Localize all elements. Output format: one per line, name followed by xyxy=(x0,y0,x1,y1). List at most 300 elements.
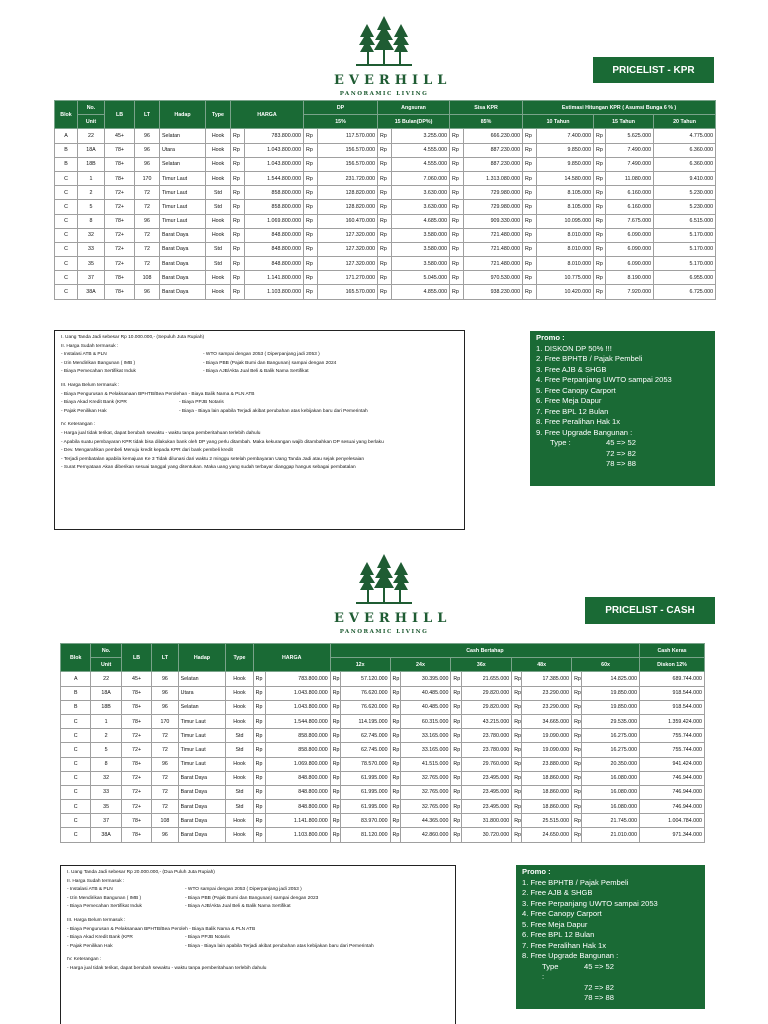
table-cell: B xyxy=(61,700,91,714)
table-cell: 6.955.000 xyxy=(654,271,716,285)
table-cell: 16.080.000 xyxy=(582,800,640,814)
table-cell: 37 xyxy=(91,814,121,828)
table-cell: 3.630.000 xyxy=(392,186,450,200)
currency-cell: Rp xyxy=(512,828,522,842)
table-cell: 21.010.000 xyxy=(582,828,640,842)
currency-cell: Rp xyxy=(523,200,537,214)
currency-cell: Rp xyxy=(253,785,265,799)
table-cell: 38A xyxy=(78,285,105,299)
table-cell: 33 xyxy=(91,785,121,799)
note-line: - Biaya AJB/Akta Jual Beli & Balik Nama Sertifikat xyxy=(185,904,291,910)
table-cell: 1.069.800.000 xyxy=(265,757,330,771)
promo-type-item: 72 => 82 xyxy=(606,448,636,458)
table-cell: Hook xyxy=(206,271,231,285)
table-cell: C xyxy=(61,714,91,728)
table-cell: 61.995.000 xyxy=(340,785,390,799)
table-cell: 858.800.000 xyxy=(265,743,330,757)
promo-item: 1. Free BPHTB / Pajak Pembeli xyxy=(522,877,629,887)
table-cell: 156.570.000 xyxy=(318,157,378,171)
table-cell: 40.485.000 xyxy=(400,700,451,714)
table-row xyxy=(55,271,716,285)
table-cell: 78+ xyxy=(105,143,135,157)
everhill-logo xyxy=(334,550,452,635)
table-cell: 72+ xyxy=(105,228,135,242)
table-cell: 78+ xyxy=(121,700,151,714)
note-line: - Biaya - Biaya lain apabila Terjadi akibat perubahan atas kebijakan baru dari Pemerintah xyxy=(185,943,374,949)
currency-cell: Rp xyxy=(594,214,606,228)
table-cell: 24.650.000 xyxy=(522,828,572,842)
table-cell: Barat Daya xyxy=(178,814,226,828)
table-cell: 4.685.000 xyxy=(392,214,450,228)
table-cell: 755.744.000 xyxy=(640,743,705,757)
table-cell: 117.570.000 xyxy=(318,129,378,143)
table-cell: 108 xyxy=(135,271,160,285)
table-cell: 25.515.000 xyxy=(522,814,572,828)
table-cell: 127.320.000 xyxy=(318,257,378,271)
note-row xyxy=(61,351,458,360)
note-row xyxy=(67,895,449,904)
currency-cell: Rp xyxy=(390,771,400,785)
table-cell: 170 xyxy=(152,714,178,728)
note-line: - WTO sampai dengan 2053 ( Diperpanjang jadi 2053 ) xyxy=(185,887,302,893)
table-cell: 17.385.000 xyxy=(522,672,572,686)
table-cell: 746.944.000 xyxy=(640,800,705,814)
table-cell: C xyxy=(61,800,91,814)
table-cell: 72+ xyxy=(105,257,135,271)
table-cell: 96 xyxy=(135,157,160,171)
table-cell: 7.400.000 xyxy=(537,129,594,143)
currency-cell: Rp xyxy=(450,271,464,285)
currency-cell: Rp xyxy=(378,200,392,214)
col-unit: Unit xyxy=(91,658,121,672)
table-row xyxy=(55,285,716,299)
currency-cell: Rp xyxy=(523,143,537,157)
table-cell: 78+ xyxy=(121,814,151,828)
note-line: - Izin Mendirikan Bangunan ( IMB ) xyxy=(67,895,142,901)
table-cell: 57.120.000 xyxy=(340,672,390,686)
currency-cell: Rp xyxy=(451,686,461,700)
table-cell: 5.170.000 xyxy=(654,228,716,242)
table-cell: 23.495.000 xyxy=(461,800,512,814)
table-cell: 19.850.000 xyxy=(582,700,640,714)
table-cell: C xyxy=(55,242,78,256)
table-cell: 29.535.000 xyxy=(582,714,640,728)
table-cell: B xyxy=(55,143,78,157)
note-row xyxy=(61,368,458,377)
currency-cell: Rp xyxy=(512,672,522,686)
table-cell: Hook xyxy=(206,171,231,185)
col-24x: 24x xyxy=(390,658,451,672)
table-cell: 746.944.000 xyxy=(640,785,705,799)
table-cell: 1.069.800.000 xyxy=(245,214,304,228)
note-row xyxy=(67,903,449,912)
table-cell: 14.580.000 xyxy=(537,171,594,185)
table-cell: 10.775.000 xyxy=(537,271,594,285)
table-cell: A xyxy=(55,129,78,143)
table-cell: 1.043.800.000 xyxy=(265,686,330,700)
table-cell: 1.103.800.000 xyxy=(245,285,304,299)
note-line: - Pajak Penilikan Hak xyxy=(61,408,107,414)
currency-cell: Rp xyxy=(390,700,400,714)
table-cell: 127.320.000 xyxy=(318,228,378,242)
table-cell: 61.995.000 xyxy=(340,771,390,785)
table-cell: 23.780.000 xyxy=(461,729,512,743)
table-cell: 23.495.000 xyxy=(461,771,512,785)
currency-cell: Rp xyxy=(330,714,340,728)
table-cell: 6.515.000 xyxy=(654,214,716,228)
table-cell: 848.800.000 xyxy=(245,242,304,256)
table-cell: 970.530.000 xyxy=(464,271,523,285)
table-cell: 32.765.000 xyxy=(400,800,451,814)
table-cell: 918.544.000 xyxy=(640,686,705,700)
table-cell: 746.944.000 xyxy=(640,771,705,785)
col-angsuran-sub: 15 Bulan(DP%) xyxy=(378,115,450,129)
table-cell: 72 xyxy=(152,729,178,743)
currency-cell: Rp xyxy=(594,157,606,171)
table-cell: 6.090.000 xyxy=(606,228,654,242)
table-cell: 72+ xyxy=(121,743,151,757)
table-cell: 32 xyxy=(78,228,105,242)
table-cell: Hook xyxy=(206,214,231,228)
table-cell: 10.420.000 xyxy=(537,285,594,299)
table-cell: 78+ xyxy=(105,157,135,171)
table-cell: 9.850.000 xyxy=(537,157,594,171)
currency-cell: Rp xyxy=(450,186,464,200)
table-cell: 62.745.000 xyxy=(340,729,390,743)
note-line: - Biaya AJB/Akta Jual Beli & Balik Nama Sertifikat xyxy=(203,369,309,375)
table-cell: 35 xyxy=(91,800,121,814)
table-cell: 7.060.000 xyxy=(392,171,450,185)
cash-promo-box xyxy=(516,865,705,1009)
table-cell: 30.395.000 xyxy=(400,672,451,686)
table-cell: Hook xyxy=(226,714,253,728)
table-cell: Barat Daya xyxy=(160,257,206,271)
table-cell: Barat Daya xyxy=(160,285,206,299)
currency-cell: Rp xyxy=(253,800,265,814)
currency-cell: Rp xyxy=(572,800,582,814)
table-cell: 18A xyxy=(78,143,105,157)
table-cell: 8.190.000 xyxy=(606,271,654,285)
promo-item: 3. Free Perpanjang UWTO sampai 2053 xyxy=(522,898,658,908)
promo-item: 8. Free Peralihan Hak 1x xyxy=(536,417,620,426)
table-cell: Selatan xyxy=(160,129,206,143)
table-cell: 3.255.000 xyxy=(392,129,450,143)
table-cell: 78+ xyxy=(121,714,151,728)
table-cell: 78+ xyxy=(121,828,151,842)
currency-cell: Rp xyxy=(512,757,522,771)
currency-cell: Rp xyxy=(450,129,464,143)
currency-cell: Rp xyxy=(450,143,464,157)
table-cell: 22 xyxy=(91,672,121,686)
table-cell: 40.485.000 xyxy=(400,686,451,700)
currency-cell: Rp xyxy=(231,285,245,299)
cash-notes-box xyxy=(60,865,456,1024)
table-cell: 14.825.000 xyxy=(582,672,640,686)
promo-type-item: 45 => 52 xyxy=(606,438,636,447)
table-cell: 32.765.000 xyxy=(400,785,451,799)
table-cell: 1.141.800.000 xyxy=(245,271,304,285)
table-cell: B xyxy=(61,686,91,700)
table-cell: Hook xyxy=(226,672,253,686)
col-12x: 12x xyxy=(330,658,390,672)
currency-cell: Rp xyxy=(304,214,318,228)
table-cell: Std xyxy=(206,200,231,214)
table-cell: 114.195.000 xyxy=(340,714,390,728)
table-cell: Timur Laut xyxy=(160,171,206,185)
currency-cell: Rp xyxy=(390,672,400,686)
currency-cell: Rp xyxy=(594,257,606,271)
currency-cell: Rp xyxy=(594,228,606,242)
table-cell: 18A xyxy=(91,686,121,700)
table-row xyxy=(61,714,705,728)
table-cell: Hook xyxy=(226,814,253,828)
table-cell: 83.970.000 xyxy=(340,814,390,828)
table-row xyxy=(61,672,705,686)
table-cell: 4.555.000 xyxy=(392,143,450,157)
currency-cell: Rp xyxy=(572,814,582,828)
table-cell: 76.620.000 xyxy=(340,686,390,700)
table-cell: 23.290.000 xyxy=(522,686,572,700)
table-cell: 3.630.000 xyxy=(392,200,450,214)
brand-name: EVERHILL xyxy=(334,611,452,626)
currency-cell: Rp xyxy=(594,171,606,185)
table-cell: Std xyxy=(226,785,253,799)
currency-cell: Rp xyxy=(450,257,464,271)
table-cell: C xyxy=(55,228,78,242)
table-cell: 72 xyxy=(152,771,178,785)
currency-cell: Rp xyxy=(378,171,392,185)
table-cell: 938.230.000 xyxy=(464,285,523,299)
kpr-promo-box xyxy=(530,331,715,486)
table-cell: C xyxy=(61,757,91,771)
currency-cell: Rp xyxy=(378,186,392,200)
table-cell: C xyxy=(61,785,91,799)
table-cell: 37 xyxy=(78,271,105,285)
currency-cell: Rp xyxy=(304,200,318,214)
note-line: - Harga jual tidak terikat, dapat berubah sewaktu - waktu tanpa pemberitahuan terlebih dahulu xyxy=(67,965,267,971)
promo-type-row xyxy=(522,962,699,983)
everhill-logo xyxy=(334,12,452,97)
table-cell: 96 xyxy=(152,672,178,686)
table-cell: 5.170.000 xyxy=(654,257,716,271)
table-cell: 35 xyxy=(78,257,105,271)
table-cell: 72+ xyxy=(121,785,151,799)
table-cell: Timur Laut xyxy=(160,186,206,200)
table-cell: 783.800.000 xyxy=(245,129,304,143)
table-cell: 72+ xyxy=(121,729,151,743)
promo-item: 2. Free AJB & SHGB xyxy=(522,888,593,897)
col-sisa-kpr: Sisa KPR xyxy=(450,101,523,115)
table-row xyxy=(61,729,705,743)
promo-type-item: 78 => 88 xyxy=(584,993,614,1002)
table-cell: C xyxy=(55,257,78,271)
currency-cell: Rp xyxy=(330,771,340,785)
currency-cell: Rp xyxy=(594,285,606,299)
table-cell: 78+ xyxy=(105,171,135,185)
promo-item: 3. Free AJB & SHGB xyxy=(536,364,607,374)
note-line: I. Uang Tanda Jadi sebesar Rp 20.000.000,- (Dua Puluh Juta Rupiah) xyxy=(67,870,215,875)
table-row xyxy=(55,242,716,256)
note-line: - Dev. Mengarahkan pembeli Menuju kredit kepada KPR dari bank pembeli kredit xyxy=(61,448,233,454)
table-cell: B xyxy=(55,157,78,171)
currency-cell: Rp xyxy=(572,743,582,757)
table-cell: 16.275.000 xyxy=(582,729,640,743)
table-cell: 8 xyxy=(78,214,105,228)
currency-cell: Rp xyxy=(330,757,340,771)
table-cell: 8.010.000 xyxy=(537,242,594,256)
col-hadap: Hadap xyxy=(178,644,226,672)
note-line: - Biaya PPJB Notaris xyxy=(185,935,230,941)
col-estimasi: Estimasi Hitungan KPR ( Asumsi Bunga 6 % ) xyxy=(523,101,716,115)
promo-item: 4. Free Canopy Carport xyxy=(522,909,602,918)
currency-cell: Rp xyxy=(450,157,464,171)
table-cell: 848.800.000 xyxy=(265,785,330,799)
table-cell: Selatan xyxy=(160,157,206,171)
currency-cell: Rp xyxy=(378,271,392,285)
currency-cell: Rp xyxy=(231,271,245,285)
table-cell: 33.165.000 xyxy=(400,729,451,743)
promo-item: 5. Free Canopy Carport xyxy=(536,385,616,395)
col-lt: LT xyxy=(152,644,178,672)
table-cell: 6.725.000 xyxy=(654,285,716,299)
table-cell: 108 xyxy=(152,814,178,828)
currency-cell: Rp xyxy=(253,714,265,728)
table-cell: 72 xyxy=(135,242,160,256)
table-cell: 8.010.000 xyxy=(537,228,594,242)
note-line: - Pajak Penilikan Hak xyxy=(67,943,113,949)
table-cell: Selatan xyxy=(178,700,226,714)
currency-cell: Rp xyxy=(594,242,606,256)
table-row xyxy=(55,171,716,185)
table-cell: 32 xyxy=(91,771,121,785)
table-cell: 21.745.000 xyxy=(582,814,640,828)
currency-cell: Rp xyxy=(231,200,245,214)
table-cell: 1.043.800.000 xyxy=(245,143,304,157)
table-cell: 61.995.000 xyxy=(340,800,390,814)
col-15-tahun: 15 Tahun xyxy=(594,115,654,129)
table-cell: 78+ xyxy=(105,214,135,228)
col-60x: 60x xyxy=(572,658,640,672)
table-cell: 231.720.000 xyxy=(318,171,378,185)
table-cell: 29.760.000 xyxy=(461,757,512,771)
col-dp-pct: 15% xyxy=(304,115,378,129)
table-cell: 72+ xyxy=(105,200,135,214)
promo-type-item: 45 => 52 xyxy=(584,961,614,971)
note-line: - Izin Mendirikan Bangunan ( IMB ) xyxy=(61,360,136,366)
table-cell: 29.820.000 xyxy=(461,700,512,714)
currency-cell: Rp xyxy=(253,686,265,700)
table-cell: 20.350.000 xyxy=(582,757,640,771)
currency-cell: Rp xyxy=(390,729,400,743)
promo-title: Promo : xyxy=(522,867,551,876)
table-cell: 887.230.000 xyxy=(464,157,523,171)
table-cell: Hook xyxy=(206,228,231,242)
note-row xyxy=(67,886,449,895)
currency-cell: Rp xyxy=(572,785,582,799)
table-cell: 8.105.000 xyxy=(537,200,594,214)
table-cell: Barat Daya xyxy=(178,771,226,785)
currency-cell: Rp xyxy=(450,285,464,299)
promo-item: 5. Free Meja Dapur xyxy=(522,919,588,929)
note-line: - Surat Pernyataan Akan diberikan sesuai tanggal yang ditentukan. Maka uang yang sudah terbayar dianggap hangus sebagai pembatalan xyxy=(61,465,356,471)
table-row xyxy=(55,129,716,143)
table-row xyxy=(55,228,716,242)
table-cell: Hook xyxy=(226,828,253,842)
col-cash-bertahap: Cash Bertahap xyxy=(330,644,639,658)
col-10-tahun: 10 Tahun xyxy=(523,115,594,129)
table-cell: 5.625.000 xyxy=(606,129,654,143)
col-harga: HARGA xyxy=(231,101,304,129)
table-cell: 96 xyxy=(152,757,178,771)
currency-cell: Rp xyxy=(253,757,265,771)
note-line: - Harga jual tidak terikat, dapat berubah sewaktu - waktu tanpa pemberitahuan terlebih dahulu xyxy=(61,430,261,436)
promo-type-label: Type : xyxy=(550,438,571,447)
currency-cell: Rp xyxy=(330,800,340,814)
table-cell: 755.744.000 xyxy=(640,729,705,743)
table-cell: 4.855.000 xyxy=(392,285,450,299)
promo-item: 9. Free Upgrade Bangunan : xyxy=(536,427,633,437)
table-cell: 23.780.000 xyxy=(461,743,512,757)
promo-type-row xyxy=(522,983,699,994)
table-cell: 3.580.000 xyxy=(392,257,450,271)
pricelist-kpr-badge: PRICELIST - KPR xyxy=(593,57,714,83)
currency-cell: Rp xyxy=(378,257,392,271)
col-unit: Unit xyxy=(78,115,105,129)
tree-logo-icon xyxy=(354,12,414,68)
currency-cell: Rp xyxy=(378,214,392,228)
table-cell: 6.090.000 xyxy=(606,242,654,256)
table-cell: 19.850.000 xyxy=(582,686,640,700)
currency-cell: Rp xyxy=(390,686,400,700)
col-no: No. xyxy=(78,101,105,115)
currency-cell: Rp xyxy=(253,771,265,785)
currency-cell: Rp xyxy=(572,672,582,686)
table-cell: 909.330.000 xyxy=(464,214,523,228)
currency-cell: Rp xyxy=(450,242,464,256)
table-cell: 72 xyxy=(135,186,160,200)
table-cell: 96 xyxy=(135,143,160,157)
note-line: - Biaya Pemecahan Sertifikat Induk xyxy=(67,904,142,910)
col-hadap: Hadap xyxy=(160,101,206,129)
table-cell: Timur Laut xyxy=(178,757,226,771)
currency-cell: Rp xyxy=(304,257,318,271)
currency-cell: Rp xyxy=(523,157,537,171)
table-cell: 666.230.000 xyxy=(464,129,523,143)
table-cell: 128.820.000 xyxy=(318,200,378,214)
col-type: Type xyxy=(206,101,231,129)
cash-price-table xyxy=(60,643,705,843)
promo-item: 8. Free Upgrade Bangunan : xyxy=(522,951,619,960)
currency-cell: Rp xyxy=(512,785,522,799)
currency-cell: Rp xyxy=(390,828,400,842)
currency-cell: Rp xyxy=(390,814,400,828)
table-cell: 1.043.800.000 xyxy=(265,700,330,714)
currency-cell: Rp xyxy=(512,729,522,743)
note-line: - Biaya Akad Kredit Bank (KPR xyxy=(67,935,133,941)
promo-type-label: Type : xyxy=(542,961,559,981)
table-cell: C xyxy=(61,771,91,785)
table-cell: Timur Laut xyxy=(160,200,206,214)
table-cell: Utara xyxy=(178,686,226,700)
promo-item: 7. Free Peralihan Hak 1x xyxy=(522,940,606,950)
table-cell: A xyxy=(61,672,91,686)
table-cell: 1.313.080.000 xyxy=(464,171,523,185)
table-cell: 96 xyxy=(135,129,160,143)
table-cell: 783.800.000 xyxy=(265,672,330,686)
note-line: IV. Keterangan : xyxy=(61,422,96,428)
col-angsuran: Angsuran xyxy=(378,101,450,115)
table-cell: 858.800.000 xyxy=(245,186,304,200)
